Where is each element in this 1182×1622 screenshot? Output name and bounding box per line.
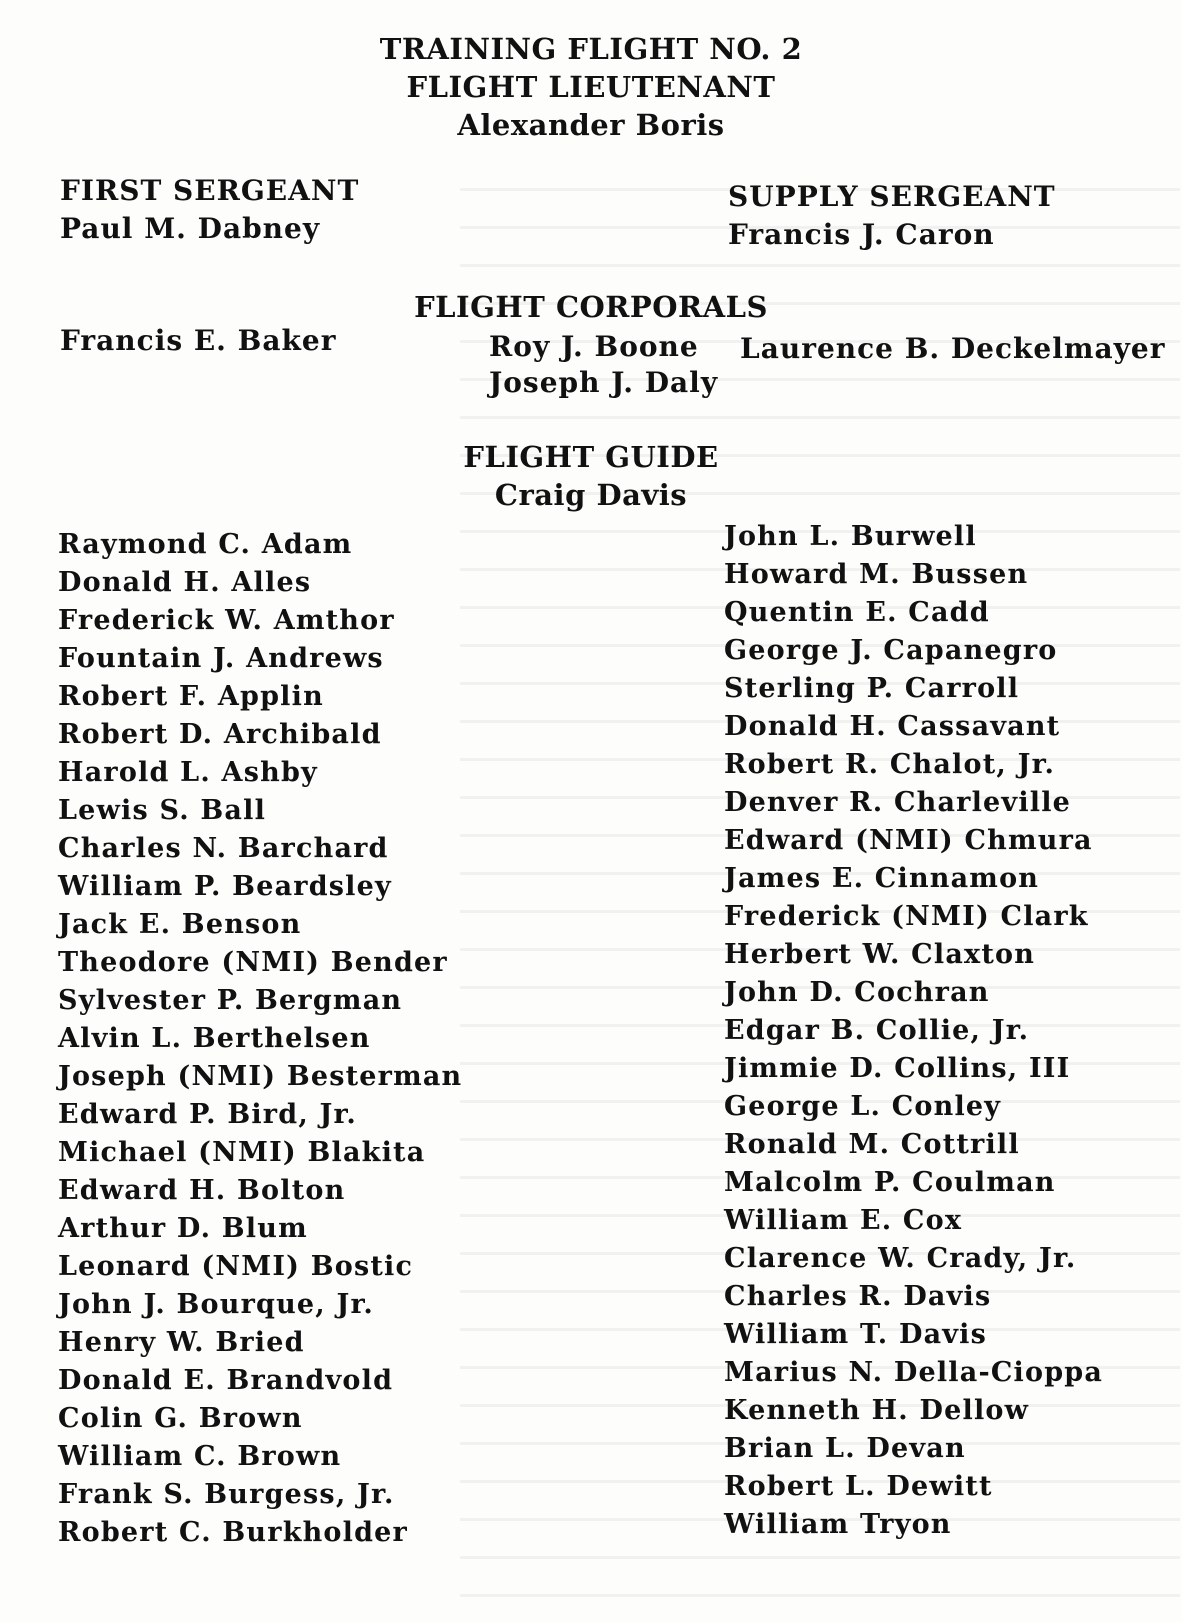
roster-name: Edward P. Bird, Jr. — [58, 1099, 358, 1130]
roster-name: John D. Cochran — [724, 977, 990, 1008]
roster-name: Harold L. Ashby — [58, 757, 318, 788]
roster-name: Brian L. Devan — [724, 1433, 966, 1464]
roster-name: Malcolm P. Coulman — [724, 1167, 1056, 1198]
roster-name: Sterling P. Carroll — [724, 673, 1020, 704]
roster-name: Robert L. Dewitt — [724, 1471, 993, 1502]
roster-name: Denver R. Charleville — [724, 787, 1072, 818]
roster-name: Michael (NMI) Blakita — [58, 1137, 426, 1168]
roster-name: Donald E. Brandvold — [58, 1365, 394, 1396]
lieutenant-title: FLIGHT LIEUTENANT — [406, 70, 776, 104]
roster-name: Fountain J. Andrews — [58, 643, 384, 674]
roster-name: Quentin E. Cadd — [724, 597, 990, 628]
roster-name: Ronald M. Cottrill — [724, 1129, 1020, 1160]
roster-name: Alvin L. Berthelsen — [58, 1023, 371, 1054]
roster-left-column — [58, 526, 462, 1552]
roster-name: Clarence W. Crady, Jr. — [724, 1243, 1077, 1274]
roster-name: Donald H. Cassavant — [724, 711, 1061, 742]
roster-name: Frederick (NMI) Clark — [724, 901, 1089, 932]
roster-name: Raymond C. Adam — [58, 529, 353, 560]
roster-name: Marius N. Della-Cioppa — [724, 1357, 1104, 1388]
roster-name: James E. Cinnamon — [724, 863, 1040, 894]
roster-name: Jimmie D. Collins, III — [724, 1053, 1071, 1084]
guide-title: FLIGHT GUIDE — [463, 440, 719, 474]
lieutenant-name: Alexander Boris — [457, 108, 725, 142]
roster-name: Theodore (NMI) Bender — [58, 947, 448, 978]
roster-name: Arthur D. Blum — [58, 1213, 308, 1244]
roster-name: William P. Beardsley — [58, 871, 392, 902]
roster-name: Robert C. Burkholder — [58, 1517, 408, 1548]
roster-name: Frederick W. Amthor — [58, 605, 395, 636]
corporals-title: FLIGHT CORPORALS — [414, 290, 768, 324]
supply-sergeant-title: SUPPLY SERGEANT — [728, 180, 1056, 213]
roster-name: Sylvester P. Bergman — [58, 985, 403, 1016]
roster-right-column — [724, 518, 1103, 1544]
corporal-name: Joseph J. Daly — [489, 366, 719, 399]
roster-name: Herbert W. Claxton — [724, 939, 1036, 970]
document-title: TRAINING FLIGHT NO. 2 — [379, 32, 803, 66]
roster-name: Lewis S. Ball — [58, 795, 267, 826]
roster-name: Edward H. Bolton — [58, 1175, 346, 1206]
roster-name: John L. Burwell — [724, 521, 977, 552]
roster-name: William Tryon — [724, 1509, 952, 1540]
corporal-name: Roy J. Boone — [489, 330, 699, 363]
roster-name: Robert R. Chalot, Jr. — [724, 749, 1056, 780]
roster-name: George J. Capanegro — [724, 635, 1058, 666]
roster-name: William E. Cox — [724, 1205, 963, 1236]
roster-name: Howard M. Bussen — [724, 559, 1029, 590]
roster-name: Robert D. Archibald — [58, 719, 382, 750]
roster-name: William C. Brown — [58, 1441, 342, 1472]
corporal-name: Francis E. Baker — [60, 324, 337, 357]
first-sergeant-name: Paul M. Dabney — [60, 212, 321, 245]
roster-name: Leonard (NMI) Bostic — [58, 1251, 414, 1282]
roster-name: John J. Bourque, Jr. — [58, 1289, 375, 1320]
first-sergeant-title: FIRST SERGEANT — [60, 174, 360, 207]
supply-sergeant-name: Francis J. Caron — [728, 218, 995, 251]
roster-name: Kenneth H. Dellow — [724, 1395, 1030, 1426]
roster-name: Charles N. Barchard — [58, 833, 389, 864]
roster-name: Charles R. Davis — [724, 1281, 992, 1312]
roster-name: Jack E. Benson — [58, 909, 302, 940]
roster-name: Frank S. Burgess, Jr. — [58, 1479, 395, 1510]
roster-name: George L. Conley — [724, 1091, 1002, 1122]
guide-name: Craig Davis — [494, 478, 688, 512]
corporal-name: Laurence B. Deckelmayer — [740, 332, 1166, 365]
roster-name: Robert F. Applin — [58, 681, 324, 712]
roster-name: Joseph (NMI) Besterman — [58, 1061, 463, 1092]
roster-name: Colin G. Brown — [58, 1403, 303, 1434]
roster-name: Edgar B. Collie, Jr. — [724, 1015, 1030, 1046]
roster-name: William T. Davis — [724, 1319, 988, 1350]
roster-name: Edward (NMI) Chmura — [724, 825, 1093, 856]
roster-name: Henry W. Bried — [58, 1327, 305, 1358]
roster-name: Donald H. Alles — [58, 567, 312, 598]
